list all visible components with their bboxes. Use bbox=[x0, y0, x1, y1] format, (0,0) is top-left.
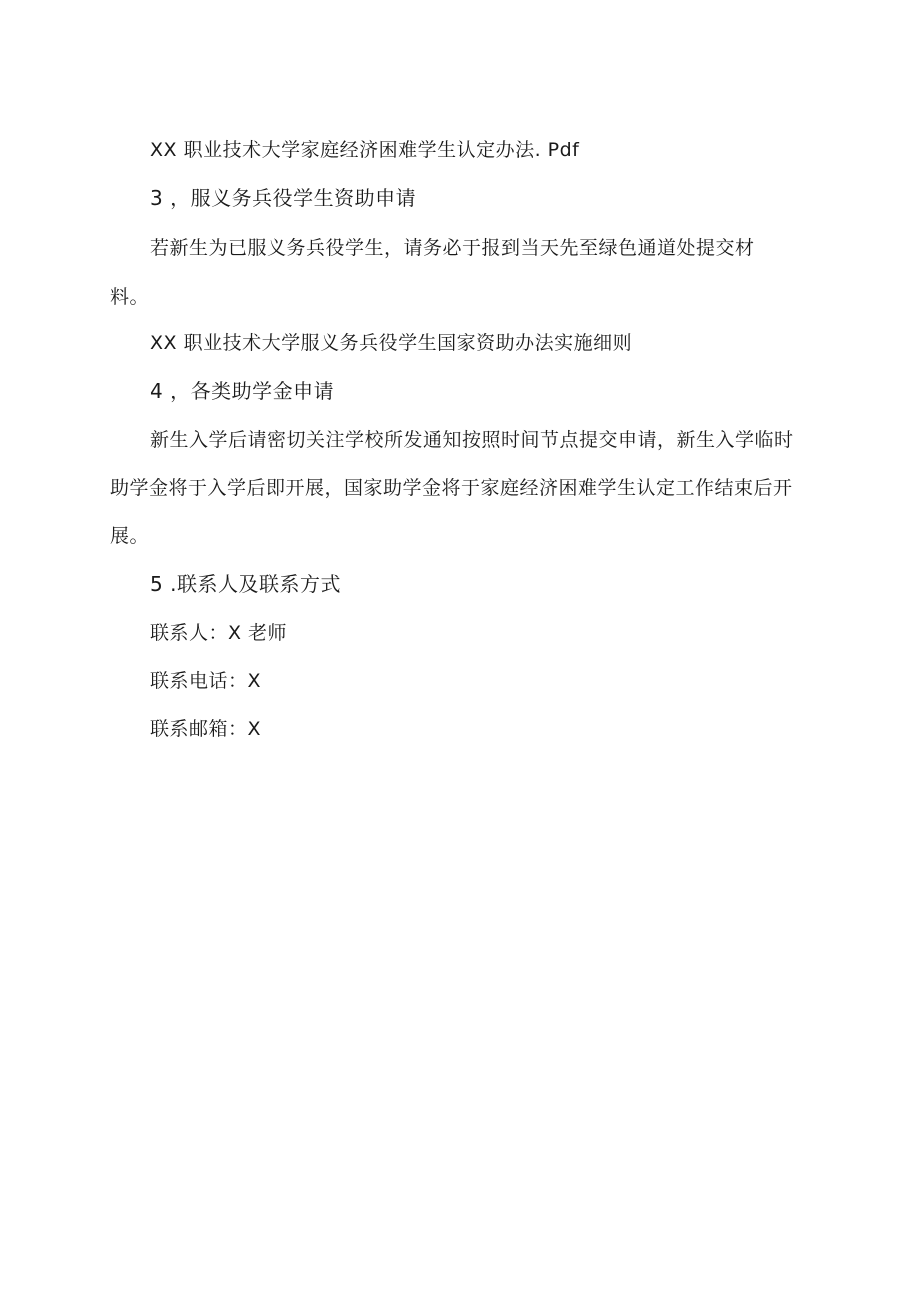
section-3-paragraph-line-2: 料。 bbox=[110, 286, 150, 308]
section-3-heading: 3 ，服义务兵役学生资助申请 bbox=[150, 186, 417, 210]
section-3-paragraph-line-1: 若新生为已服义务兵役学生，请务必于报到当天先至绿色通道处提交材 bbox=[150, 237, 755, 259]
section-4-heading: 4 ，各类助学金申请 bbox=[150, 379, 335, 403]
contact-person: 联系人：X 老师 bbox=[150, 622, 288, 644]
section-4-paragraph-line-2: 助学金将于入学后即开展，国家助学金将于家庭经济困难学生认定工作结束后开 bbox=[110, 477, 793, 499]
contact-email: 联系邮箱：X bbox=[150, 718, 262, 740]
section-5-heading: 5 .联系人及联系方式 bbox=[150, 572, 341, 596]
section-4-paragraph-line-1: 新生入学后请密切关注学校所发通知按照时间节点提交申请，新生入学临时 bbox=[150, 429, 794, 451]
attachment-line-1: XX 职业技术大学家庭经济困难学生认定办法. Pdf bbox=[150, 139, 580, 161]
contact-phone: 联系电话：X bbox=[150, 670, 262, 692]
section-4-paragraph-line-3: 展。 bbox=[110, 525, 150, 547]
section-3-attachment: XX 职业技术大学服义务兵役学生国家资助办法实施细则 bbox=[150, 332, 633, 354]
